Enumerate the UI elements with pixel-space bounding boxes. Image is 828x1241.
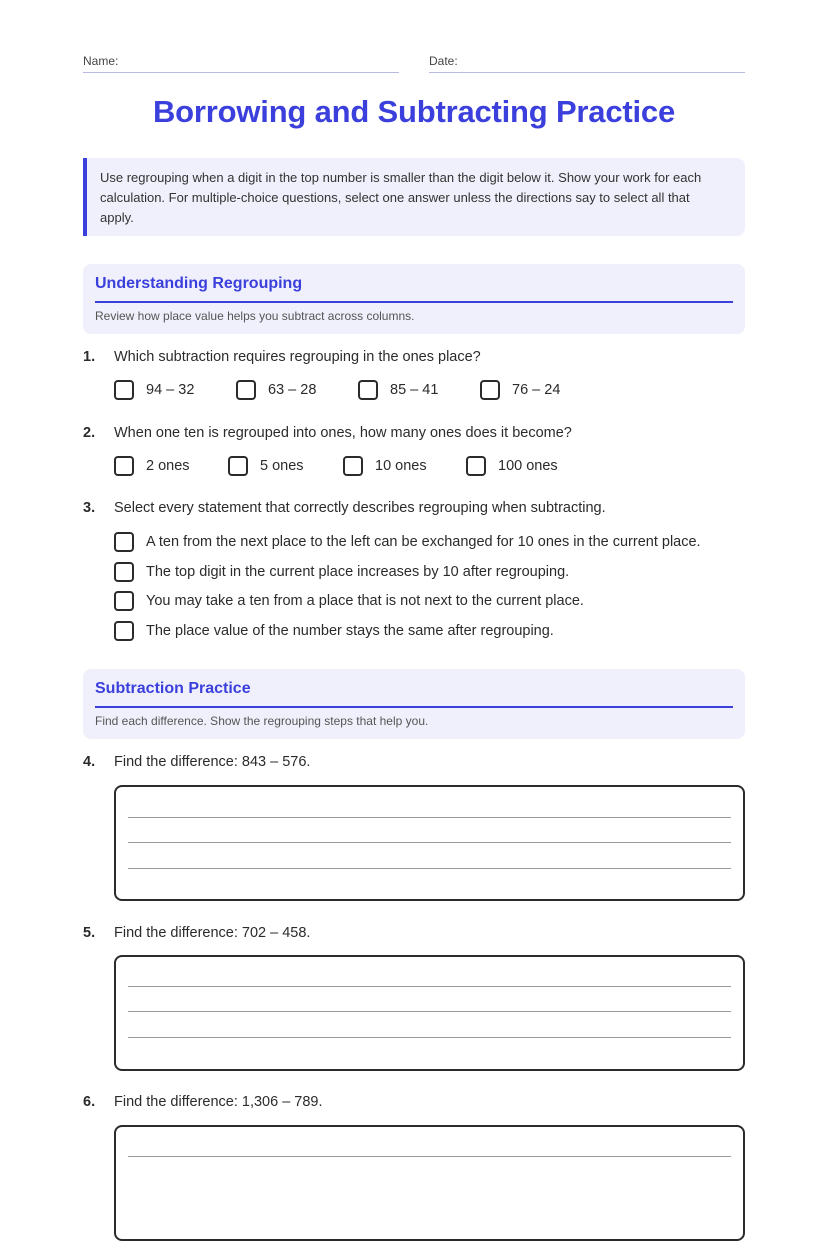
question-number: 4.: [83, 754, 96, 770]
option-label: 85 – 41: [390, 382, 439, 398]
checkbox[interactable]: [236, 380, 256, 400]
writing-line: [128, 842, 731, 843]
writing-line: [128, 1037, 731, 1038]
question-number: 2.: [83, 425, 96, 441]
writing-line: [128, 868, 731, 869]
option-label: 94 – 32: [146, 382, 195, 398]
section-heading: Understanding Regrouping: [95, 275, 303, 292]
checkbox[interactable]: [114, 532, 134, 552]
section-description: Review how place value helps you subtract across columns.: [95, 309, 415, 323]
checkbox[interactable]: [114, 591, 134, 611]
date-underline: [429, 72, 745, 73]
option-label: 63 – 28: [268, 382, 317, 398]
question-number: 5.: [83, 925, 96, 941]
name-label: Name:: [83, 54, 119, 68]
question-text: Find the difference: 702 – 458.: [114, 925, 311, 941]
checkbox[interactable]: [114, 562, 134, 582]
writing-line: [128, 817, 731, 818]
checkbox[interactable]: [114, 621, 134, 641]
question-text: Select every statement that correctly describes regrouping when subtracting.: [114, 500, 606, 516]
option-label: 100 ones: [498, 458, 558, 474]
option-label: 76 – 24: [512, 382, 561, 398]
question-text: Find the difference: 843 – 576.: [114, 754, 311, 770]
writing-line: [128, 1011, 731, 1012]
section-understanding-regrouping: [83, 264, 745, 334]
option-label: The place value of the number stays the same after regrouping.: [146, 623, 554, 639]
option-label: 2 ones: [146, 458, 190, 474]
name-field[interactable]: [83, 52, 399, 73]
option-label: 10 ones: [375, 458, 427, 474]
answer-box-5[interactable]: [114, 955, 745, 1071]
checkbox[interactable]: [114, 456, 134, 476]
option-label: 5 ones: [260, 458, 304, 474]
question-text: When one ten is regrouped into ones, how many ones does it become?: [114, 425, 572, 441]
section-description: Find each difference. Show the regrouping steps that help you.: [95, 714, 429, 728]
page-title: Borrowing and Subtracting Practice: [152, 94, 675, 129]
checkbox[interactable]: [358, 380, 378, 400]
question-text: Which subtraction requires regrouping in the ones place?: [114, 349, 481, 365]
option-label: A ten from the next place to the left can be exchanged for 10 ones in the current place.: [146, 534, 701, 550]
writing-line: [128, 986, 731, 987]
checkbox[interactable]: [228, 456, 248, 476]
option-label: The top digit in the current place increases by 10 after regrouping.: [146, 564, 570, 580]
instructions-box: Use regrouping when a digit in the top number is smaller than the digit below it. Show your work for each calculation. For multiple-choice questions, select one answer unless the directions say to select all that apply.: [83, 158, 745, 236]
question-text: Find the difference: 1,306 – 789.: [114, 1094, 323, 1110]
date-field[interactable]: [429, 52, 745, 73]
name-underline: [83, 72, 399, 73]
option-label: You may take a ten from a place that is not next to the current place.: [146, 593, 584, 609]
section-heading: Subtraction Practice: [95, 680, 251, 697]
answer-box-4[interactable]: [114, 785, 745, 901]
question-number: 3.: [83, 500, 96, 516]
checkbox[interactable]: [114, 380, 134, 400]
date-label: Date:: [429, 54, 458, 68]
writing-line: [128, 1156, 731, 1157]
question-number: 1.: [83, 349, 96, 365]
answer-box-6[interactable]: [114, 1125, 745, 1241]
section-subtraction-practice: [83, 669, 745, 739]
checkbox[interactable]: [480, 380, 500, 400]
checkbox[interactable]: [466, 456, 486, 476]
checkbox[interactable]: [343, 456, 363, 476]
question-number: 6.: [83, 1094, 96, 1110]
